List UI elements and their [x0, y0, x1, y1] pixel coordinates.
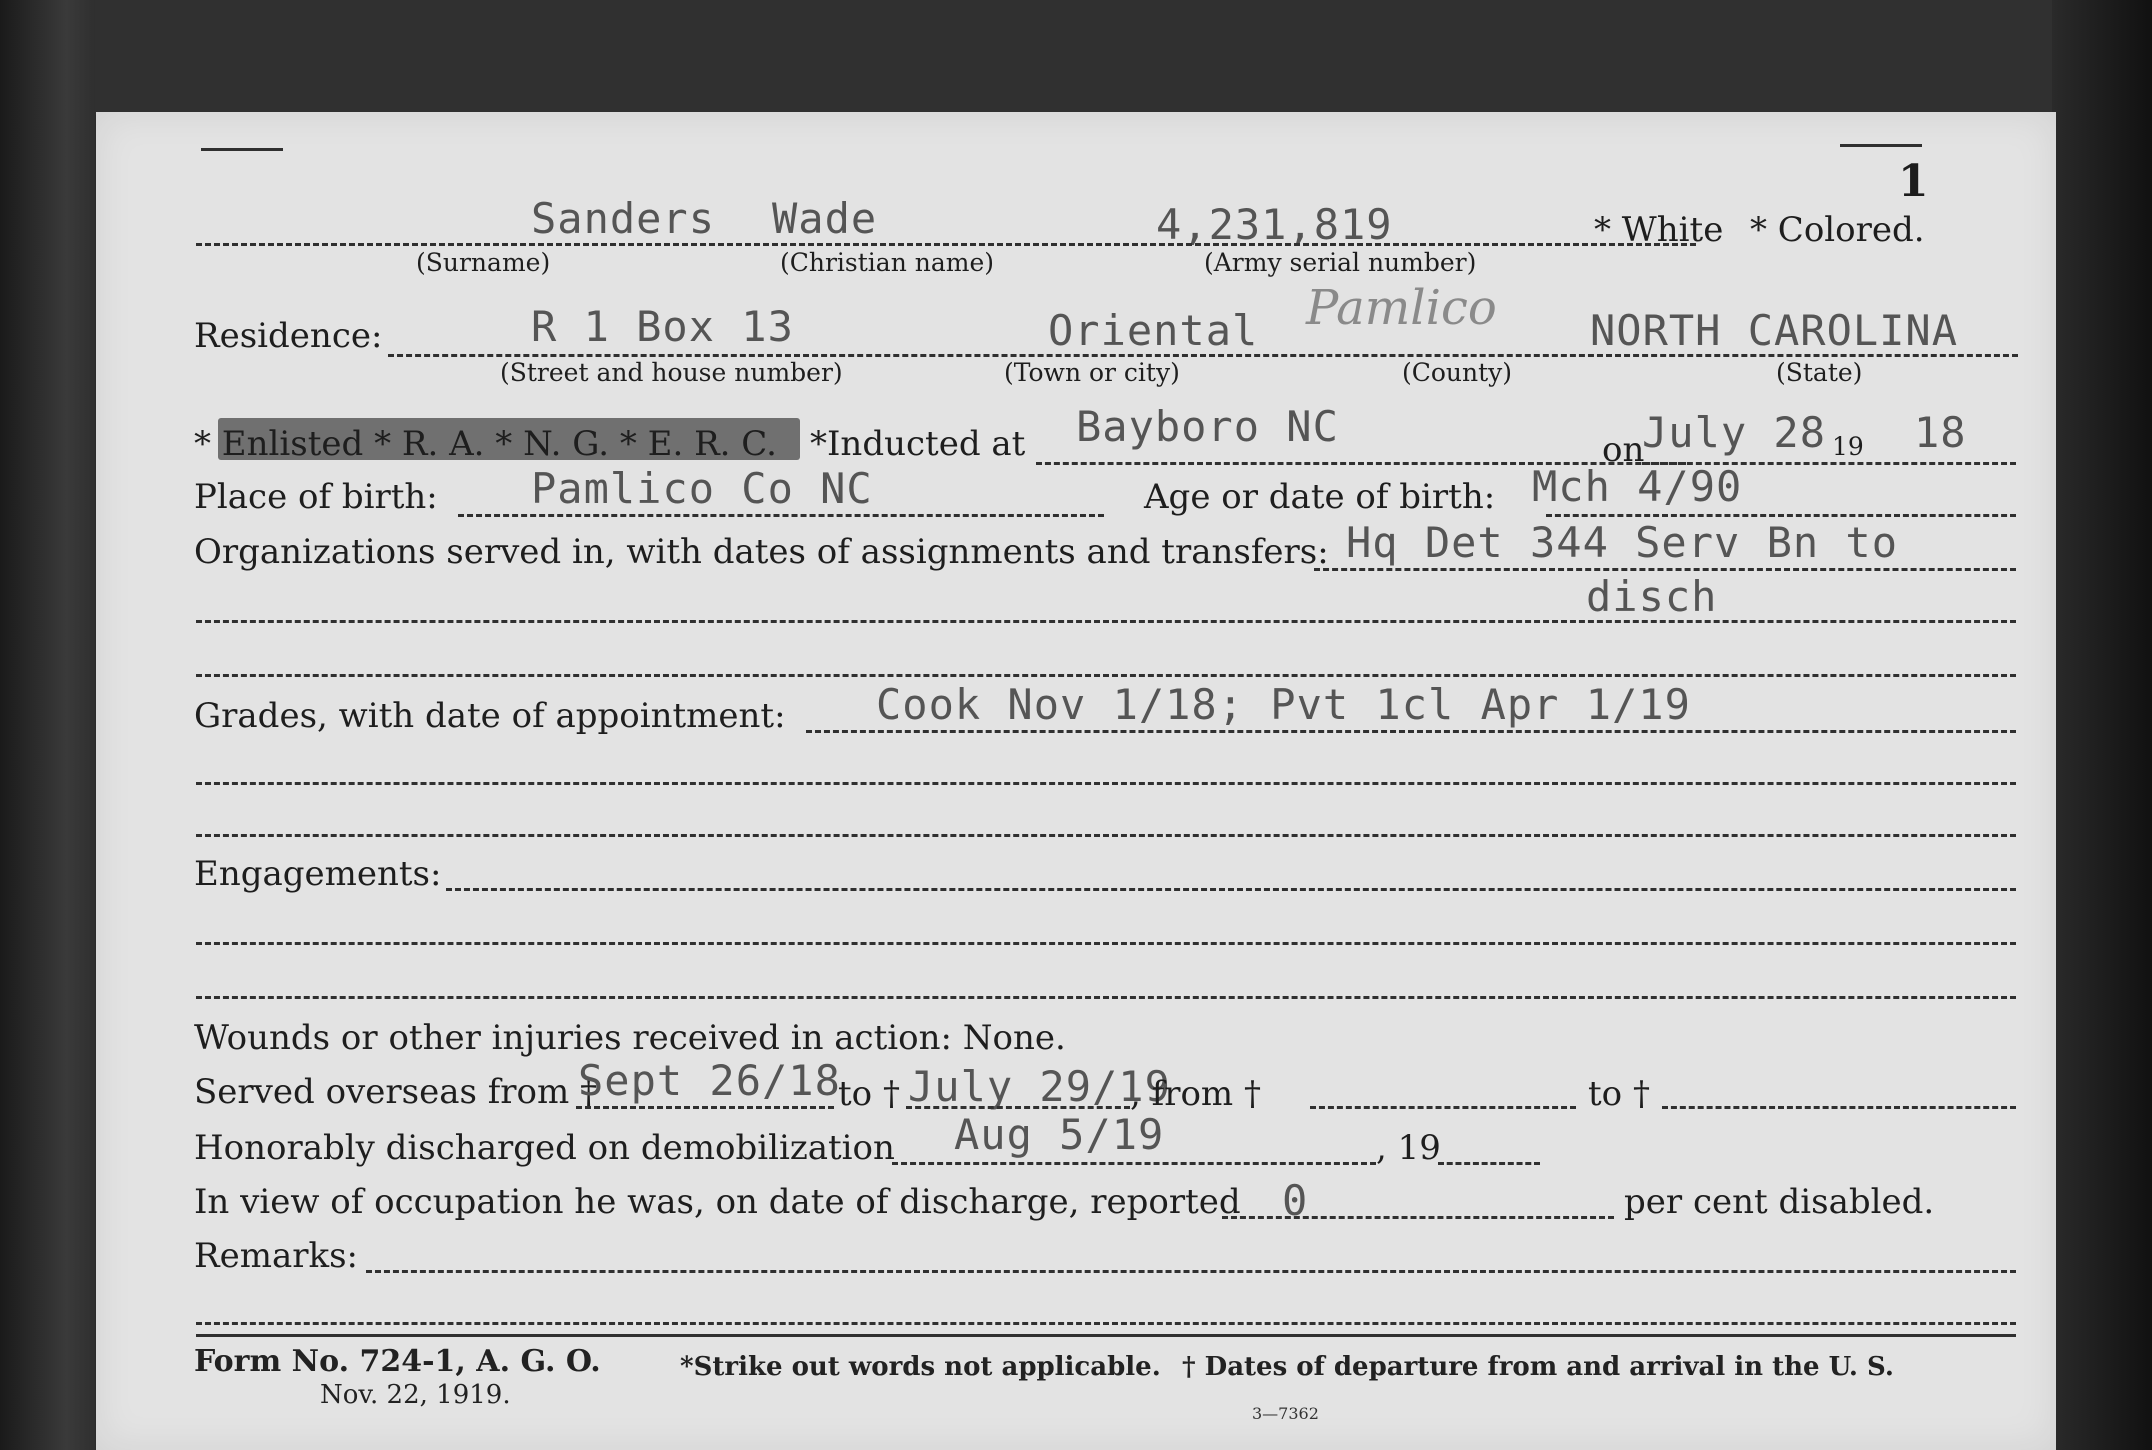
footer-rule [196, 1334, 2016, 1337]
residence-label: Residence: [194, 316, 383, 356]
induction-year-prefix: 19 [1832, 432, 1864, 461]
scan-background-right [2052, 0, 2152, 1450]
age-label: Age or date of birth: [1144, 477, 1496, 517]
print-code: 3—7362 [1252, 1404, 1319, 1423]
overseas-from-value: Sept 26/18 [578, 1056, 841, 1105]
organizations-line-2 [196, 620, 2016, 623]
overseas-from2-label: , from † [1130, 1074, 1261, 1114]
place-of-birth-line [458, 514, 1104, 517]
inducted-at-label: *Inducted at [810, 424, 1026, 464]
card-number: 1 [1898, 156, 1929, 207]
overseas-from-line [576, 1106, 834, 1109]
strike-out-note: *Strike out words not applicable. [680, 1352, 1161, 1382]
remarks-line-1 [366, 1270, 2016, 1273]
discharge-line [892, 1162, 1376, 1165]
remarks-label: Remarks: [194, 1236, 358, 1276]
street-caption: (Street and house number) [500, 358, 843, 387]
overseas-from2-line [1310, 1106, 1576, 1109]
surname-caption: (Surname) [416, 248, 551, 277]
overseas-to-line [906, 1106, 1130, 1109]
town-caption: (Town or city) [1004, 358, 1180, 387]
serial-number-caption: (Army serial number) [1204, 248, 1477, 277]
surname-value: Sanders [531, 194, 716, 243]
enlistment-options: * Enlisted * R. A. * N. G. * E. R. C. [194, 424, 777, 464]
top-left-rule [201, 148, 283, 151]
wounds-statement: Wounds or other injuries received in action: None. [194, 1018, 1066, 1058]
overseas-to2-line [1662, 1106, 2016, 1109]
grades-label: Grades, with date of appointment: [194, 696, 786, 736]
street-value: R 1 Box 13 [531, 302, 794, 351]
christian-name-value: Wade [772, 194, 878, 243]
inducted-at-value: Bayboro NC [1076, 402, 1339, 451]
engagements-line-3 [196, 996, 2016, 999]
scan-background-left [0, 0, 95, 1450]
disability-suffix: per cent disabled. [1624, 1182, 1935, 1222]
on-label: on [1602, 430, 1645, 470]
county-value: Pamlico [1306, 280, 1497, 336]
overseas-to-value: July 29/19 [908, 1062, 1171, 1111]
state-caption: (State) [1776, 358, 1863, 387]
organizations-value-line2: disch [1586, 572, 1718, 621]
organizations-value-line1: Hq Det 344 Serv Bn to [1346, 518, 1899, 567]
overseas-to-label: to † [838, 1074, 900, 1114]
disability-value: 0 [1282, 1176, 1309, 1225]
grades-line-1 [806, 730, 2016, 733]
remarks-line-2 [196, 1322, 2016, 1325]
engagements-line-2 [196, 942, 2016, 945]
age-line [1546, 514, 2016, 517]
induction-year-value: 18 [1914, 408, 1967, 457]
organizations-line-3 [196, 674, 2016, 677]
race-white-option: * White [1594, 210, 1724, 250]
discharge-value: Aug 5/19 [954, 1110, 1165, 1159]
state-value: NORTH CAROLINA [1590, 306, 1959, 355]
grades-line-3 [196, 834, 2016, 837]
town-value: Oriental [1048, 306, 1259, 355]
form-number: Form No. 724-1, A. G. O. [194, 1344, 601, 1379]
service-record-card [96, 112, 2056, 1450]
county-caption: (County) [1402, 358, 1513, 387]
discharge-year-line [1438, 1162, 1540, 1165]
discharge-label: Honorably discharged on demobilization [194, 1128, 895, 1168]
name-line [196, 243, 1696, 246]
race-colored-option: * Colored. [1750, 210, 1925, 250]
overseas-to2-label: to † [1588, 1074, 1650, 1114]
discharge-year-suffix: , 19 [1376, 1128, 1441, 1168]
age-value: Mch 4/90 [1532, 462, 1743, 511]
engagements-line-1 [446, 888, 2016, 891]
place-of-birth-label: Place of birth: [194, 477, 438, 517]
christian-name-caption: (Christian name) [780, 248, 995, 277]
grades-value: Cook Nov 1/18; Pvt 1cl Apr 1/19 [876, 680, 1691, 729]
dates-note: † Dates of departure from and arrival in the U. S. [1182, 1352, 1894, 1382]
organizations-label: Organizations served in, with dates of assignments and transfers: [194, 532, 1329, 572]
served-overseas-label: Served overseas from † [194, 1072, 598, 1112]
form-date: Nov. 22, 1919. [320, 1380, 511, 1410]
disability-label: In view of occupation he was, on date of discharge, reported [194, 1182, 1241, 1222]
induction-date-value: July 28 [1642, 408, 1827, 457]
place-of-birth-value: Pamlico Co NC [531, 464, 873, 513]
scan-background-top [0, 0, 2152, 115]
organizations-line-1 [1314, 568, 2016, 571]
grades-line-2 [196, 782, 2016, 785]
disability-line [1222, 1216, 1614, 1219]
serial-number-value: 4,231,819 [1156, 200, 1393, 249]
top-right-rule [1840, 144, 1922, 147]
engagements-label: Engagements: [194, 854, 442, 894]
